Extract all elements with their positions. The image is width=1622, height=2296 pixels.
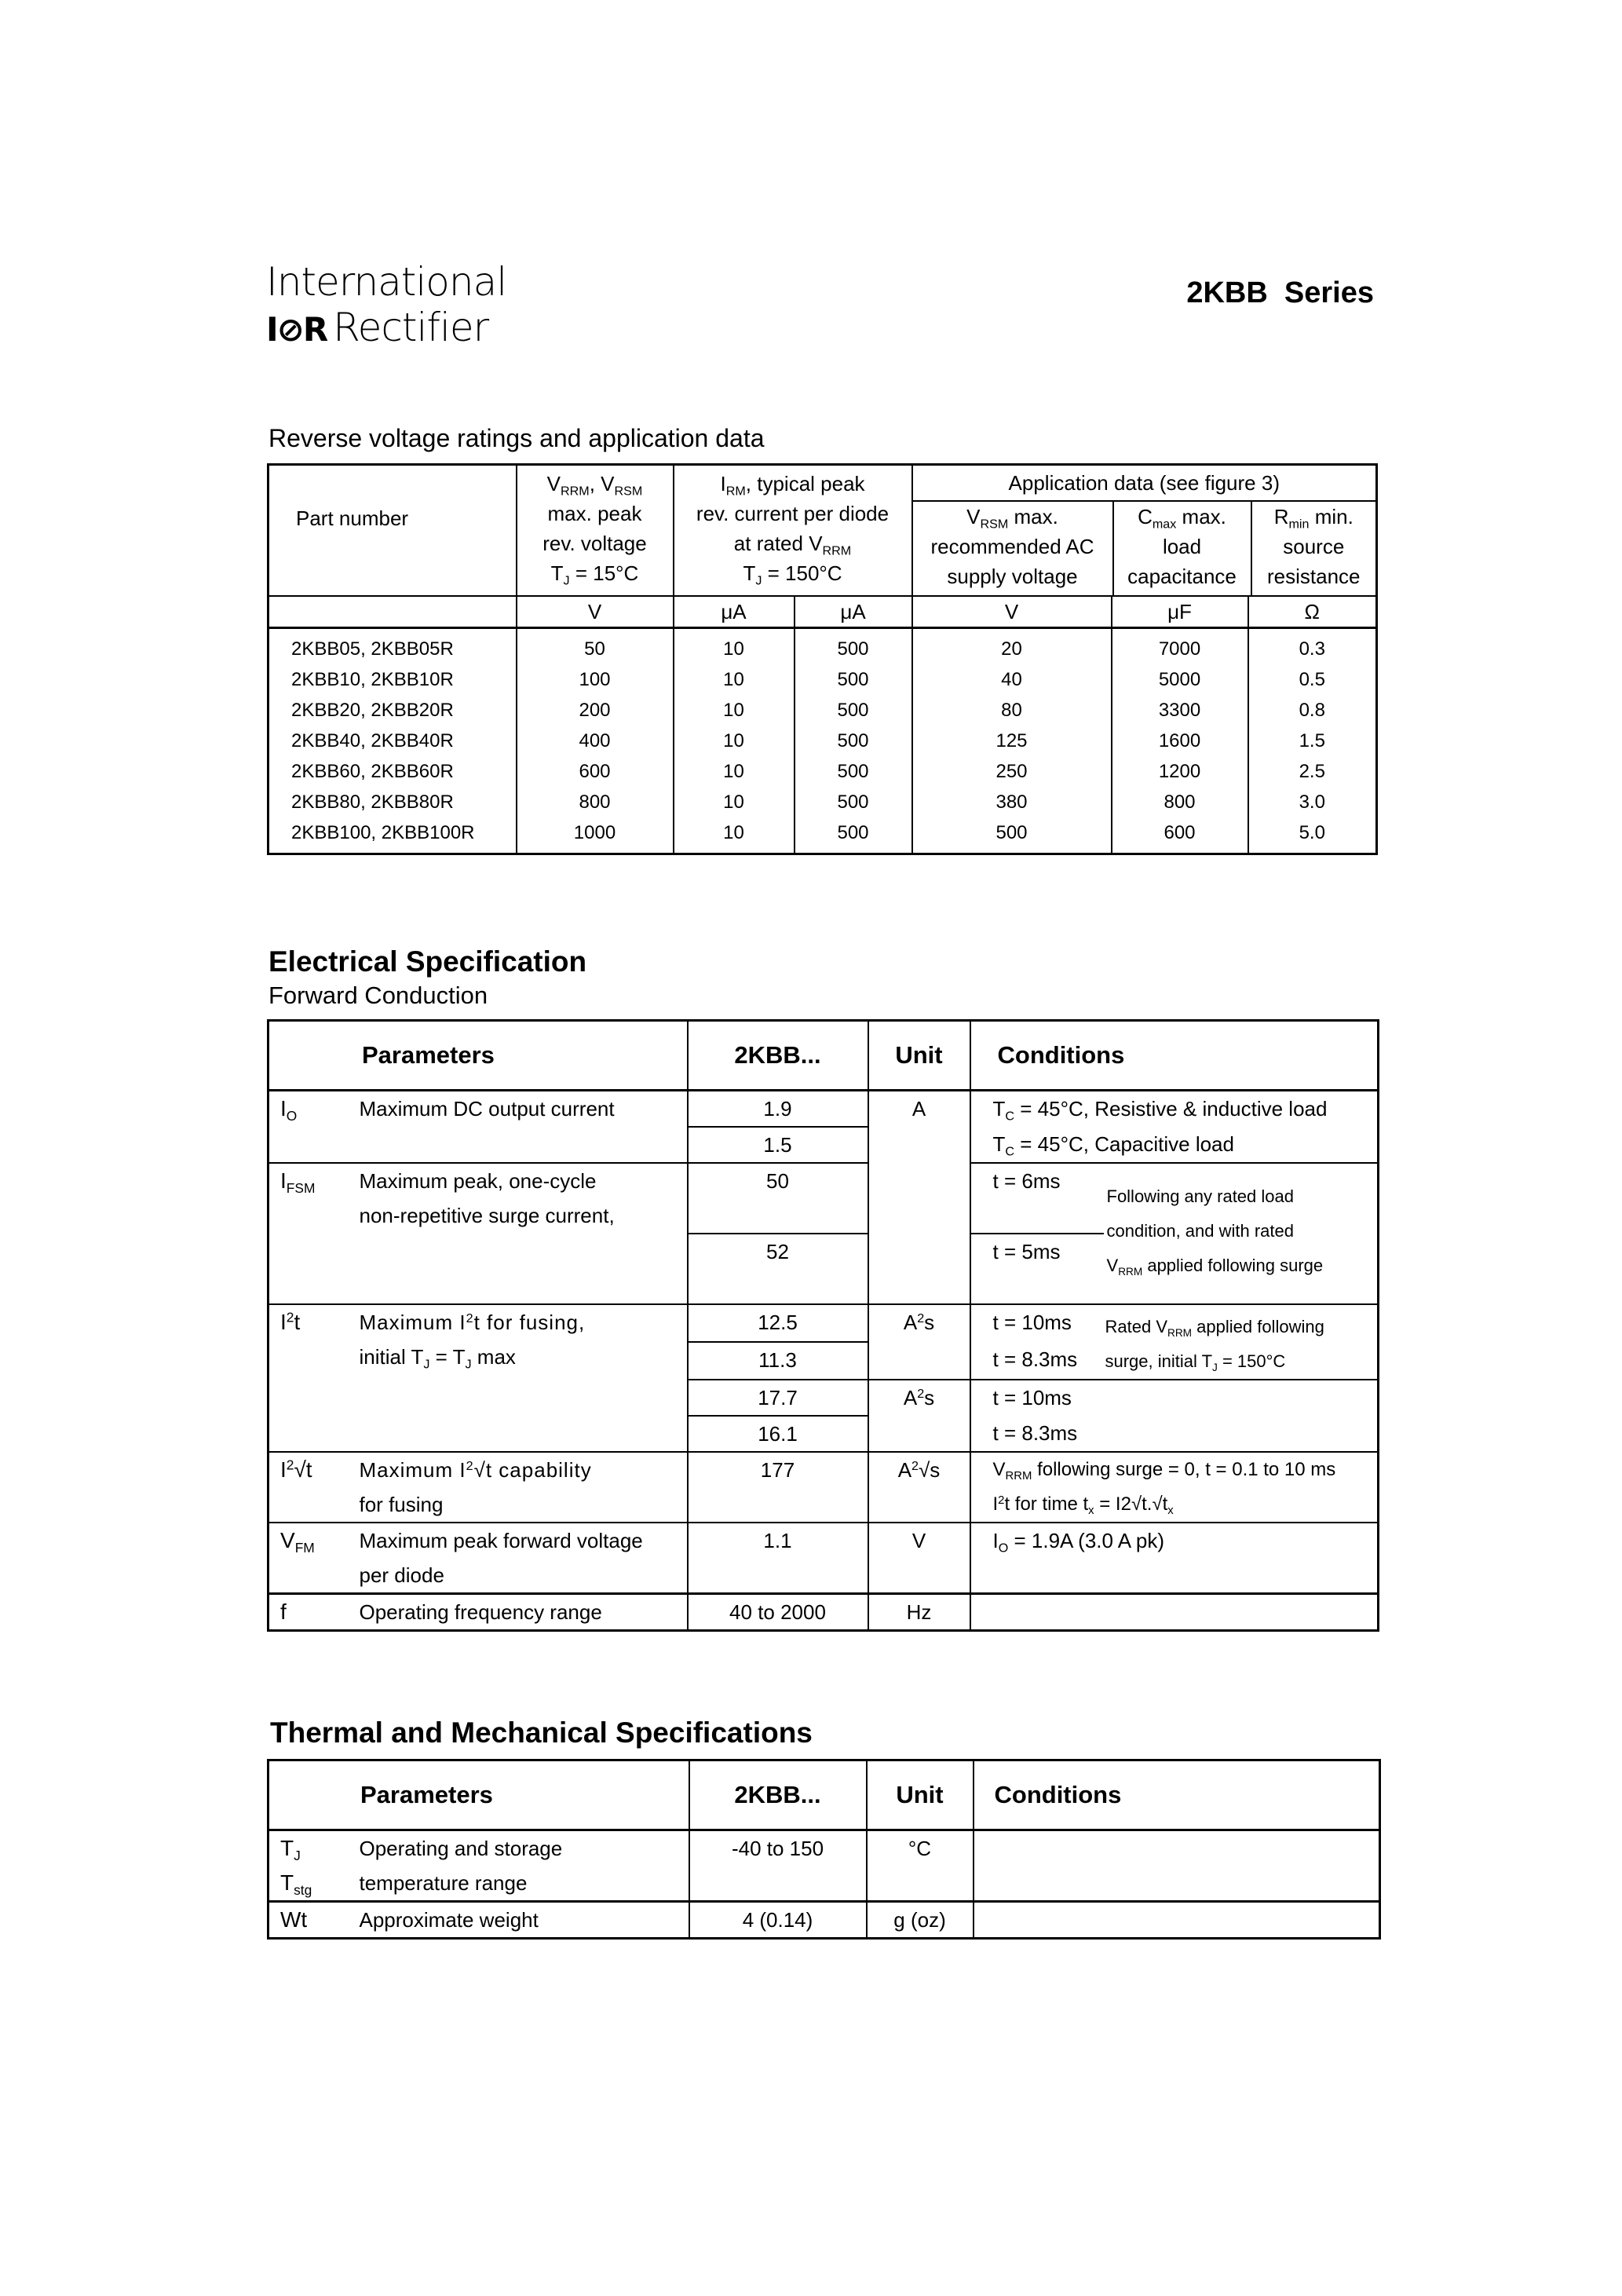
value-cell: 10 xyxy=(674,664,795,695)
value-f: 40 to 2000 xyxy=(688,1594,868,1631)
value-cell: 500 xyxy=(912,817,1112,854)
tj-t: T xyxy=(550,561,564,585)
table-row xyxy=(269,726,1377,756)
header-rmin: $R_{min}$ min. source resistance xyxy=(1251,502,1376,595)
irm-line2: rev. current per diode xyxy=(696,502,890,525)
thermal-title: Thermal and Mechanical Specifications xyxy=(270,1717,813,1749)
value-cell: 3300 xyxy=(1112,695,1248,726)
symbol-io: $I_O$ xyxy=(280,1096,298,1124)
electrical-spec-table xyxy=(267,1019,1379,1632)
unit-i2t-1: $A^2s$ xyxy=(868,1304,970,1380)
irm-tj-value: = 150°C xyxy=(762,561,842,585)
value-cell: 3.0 xyxy=(1248,787,1377,817)
irm-rated-sub: RRM xyxy=(822,543,852,558)
cond-ifsm-1: t = 6ms xyxy=(970,1163,1104,1234)
value-cell: 500 xyxy=(795,756,912,787)
value-i2rt: 177 xyxy=(688,1452,868,1523)
part-number-cell: 2KBB05, 2KBB05R xyxy=(291,638,454,660)
value-cell: 10 xyxy=(674,695,795,726)
irm-sub: RM xyxy=(725,484,746,499)
param-vfm: Maximum peak forward voltage per diode xyxy=(359,1529,643,1587)
table-row xyxy=(269,787,1377,817)
note-i2t: Rated $V_{RRM}$ applied following surge, initial $T_J = 150^\circ C$ xyxy=(1105,1317,1324,1373)
value-cell: 0.3 xyxy=(1248,628,1377,665)
part-number-cell: 2KBB10, 2KBB10R xyxy=(291,669,454,690)
symbol-ifsm: $I_{FSM}$ xyxy=(280,1168,316,1197)
note-ifsm: Following any rated load condition, and with rated $V_{RRM}$ applied following surge xyxy=(1104,1163,1379,1304)
symbol-i2t: $I^2t$ xyxy=(280,1309,301,1334)
value-cell: 250 xyxy=(912,756,1112,787)
part-number-cell: 2KBB60, 2KBB60R xyxy=(291,761,454,782)
symbol-wt: Wt xyxy=(280,1907,308,1932)
value-cell: 0.5 xyxy=(1248,664,1377,695)
unit-cell: Ω xyxy=(1248,596,1377,628)
value-cell: 500 xyxy=(795,664,912,695)
cond-i2t-2: t = 8.3ms xyxy=(970,1342,1104,1380)
value-cell: 80 xyxy=(912,695,1112,726)
value-cell: 7000 xyxy=(1112,628,1248,665)
logo-line-rectifier: Rectifier xyxy=(333,305,489,350)
cond-tj xyxy=(974,1830,1380,1902)
cond-io-2: $T_C = 45^\circ C$, Capacitive load xyxy=(970,1127,1379,1163)
unit-cell: μA xyxy=(674,596,795,628)
unit-tj: °C xyxy=(867,1830,974,1902)
vrrm-line3: rev. voltage xyxy=(542,532,647,555)
value-ifsm-2: 52 xyxy=(688,1234,868,1304)
value-io-2: 1.5 xyxy=(688,1127,868,1163)
value-cell: 100 xyxy=(517,664,674,695)
value-cell: 10 xyxy=(674,756,795,787)
thermal-header-conditions: Conditions xyxy=(974,1760,1380,1830)
vrrm-v: V xyxy=(546,472,561,495)
table1-caption: Reverse voltage ratings and application data xyxy=(269,424,765,452)
part-number-cell: 2KBB100, 2KBB100R xyxy=(291,822,475,843)
header-parameters: Parameters xyxy=(362,1041,495,1069)
header-vrrm xyxy=(517,465,674,597)
value-cell: 10 xyxy=(674,726,795,756)
symbol-vfm: $V_{FM}$ xyxy=(280,1528,315,1556)
cond-ifsm-2: t = 5ms xyxy=(970,1234,1104,1304)
value-vfm: 1.1 xyxy=(688,1523,868,1594)
cond-i2t-4: t = 8.3ms xyxy=(970,1416,1379,1452)
header-2kbb: 2KBB... xyxy=(688,1021,868,1091)
value-cell: 40 xyxy=(912,664,1112,695)
thermal-spec-table xyxy=(267,1759,1381,1940)
value-cell: 500 xyxy=(795,628,912,665)
param-io: Maximum DC output current xyxy=(359,1097,615,1121)
value-ifsm-1: 50 xyxy=(688,1163,868,1234)
irm-line1: , typical peak xyxy=(745,472,865,495)
part-number-cell: 2KBB20, 2KBB20R xyxy=(291,700,454,721)
value-cell: 800 xyxy=(1112,787,1248,817)
param-wt: Approximate weight xyxy=(359,1908,539,1932)
value-cell: 500 xyxy=(795,695,912,726)
param-f: Operating frequency range xyxy=(359,1600,602,1624)
header-conditions: Conditions xyxy=(970,1021,1379,1091)
value-cell: 1.5 xyxy=(1248,726,1377,756)
value-cell: 0.8 xyxy=(1248,695,1377,726)
vrrm-line2: max. peak xyxy=(547,502,642,525)
value-cell: 380 xyxy=(912,787,1112,817)
value-i2t-2: 11.3 xyxy=(688,1342,868,1380)
thermal-header-2kbb: 2KBB... xyxy=(689,1760,867,1830)
part-number-cell: 2KBB80, 2KBB80R xyxy=(291,792,454,813)
symbol-i2rt: $I^2√t$ xyxy=(280,1457,312,1482)
logo xyxy=(266,305,488,350)
value-cell: 50 xyxy=(517,628,674,665)
value-cell: 2.5 xyxy=(1248,756,1377,787)
value-cell: 400 xyxy=(517,726,674,756)
header-irm xyxy=(674,465,912,597)
cond-i2rt: $V_{RRM}$ following surge = 0, t = 0.1 to 10 ms $I^2t$ for time $t_x = I2√t.√t_x$ xyxy=(970,1452,1379,1523)
value-i2t-3: 17.7 xyxy=(688,1380,868,1416)
param-i2rt: Maximum $I^2√t$ capability for fusing xyxy=(359,1458,592,1516)
logo-line-international: International xyxy=(266,259,507,305)
unit-f: Hz xyxy=(868,1594,970,1631)
header-application xyxy=(912,465,1377,597)
electrical-subtitle: Forward Conduction xyxy=(269,982,488,1009)
table-row xyxy=(269,756,1377,787)
unit-cell: μF xyxy=(1112,596,1248,628)
unit-cell: μA xyxy=(795,596,912,628)
symbol-tj-tstg: $T_J$ $T_{stg}$ xyxy=(280,1836,312,1899)
ior-logo-mark: I⊘R xyxy=(266,310,327,349)
vrrm-sub: RRM xyxy=(561,484,590,499)
table-row xyxy=(269,817,1377,854)
value-tj: -40 to 150 xyxy=(689,1830,867,1902)
value-cell: 1000 xyxy=(517,817,674,854)
unit-cell: V xyxy=(517,596,674,628)
value-cell: 1200 xyxy=(1112,756,1248,787)
app-title: Application data (see figure 3) xyxy=(913,466,1376,502)
value-cell: 800 xyxy=(517,787,674,817)
irm-rated: at rated V xyxy=(733,532,823,555)
value-cell: 600 xyxy=(1112,817,1248,854)
header-cmax: $C_{max}$ max. load capacitance xyxy=(1112,502,1251,595)
value-cell: 125 xyxy=(912,726,1112,756)
cond-wt xyxy=(974,1902,1380,1939)
unit-vfm: V xyxy=(868,1523,970,1594)
vrsm-v: , V xyxy=(589,472,615,495)
value-cell: 200 xyxy=(517,695,674,726)
table-row xyxy=(269,664,1377,695)
unit-cell: V xyxy=(912,596,1112,628)
value-cell: 500 xyxy=(795,726,912,756)
reverse-voltage-table xyxy=(267,463,1378,855)
irm-tj-sub: J xyxy=(755,573,762,588)
cond-i2t-3: t = 10ms xyxy=(970,1380,1379,1416)
value-cell: 500 xyxy=(795,787,912,817)
header-vrsm: $V_{RSM}$ max. recommended AC supply voltage xyxy=(930,505,1094,588)
value-cell: 1600 xyxy=(1112,726,1248,756)
cond-vfm: $I_O = 1.9A$ (3.0 A pk) xyxy=(970,1523,1379,1594)
unit-wt: g (oz) xyxy=(867,1902,974,1939)
table-row xyxy=(269,628,1377,665)
unit-blank xyxy=(269,596,517,628)
unit-i2t-2: $A^2s$ xyxy=(868,1380,970,1452)
value-cell: 10 xyxy=(674,628,795,665)
header-part-number: Part number xyxy=(269,465,517,597)
symbol-f: f xyxy=(280,1600,287,1624)
value-i2t-4: 16.1 xyxy=(688,1416,868,1452)
value-cell: 20 xyxy=(912,628,1112,665)
value-cell: 500 xyxy=(795,817,912,854)
value-cell: 10 xyxy=(674,817,795,854)
value-cell: 5.0 xyxy=(1248,817,1377,854)
thermal-header-unit: Unit xyxy=(867,1760,974,1830)
unit-i2rt: $A^2√s$ xyxy=(868,1452,970,1523)
value-cell: 600 xyxy=(517,756,674,787)
irm-i: I xyxy=(720,472,726,495)
param-tj: Operating and storage temperature range xyxy=(359,1837,563,1895)
value-cell: 5000 xyxy=(1112,664,1248,695)
value-io-1: 1.9 xyxy=(688,1091,868,1128)
value-wt: 4 (0.14) xyxy=(689,1902,867,1939)
param-ifsm: Maximum peak, one-cycle non-repetitive surge current, xyxy=(359,1169,615,1227)
tj-sub: J xyxy=(563,573,570,588)
table-row xyxy=(269,695,1377,726)
thermal-header-parameters: Parameters xyxy=(360,1781,493,1808)
series-title: 2KBB Series xyxy=(1186,276,1374,309)
tj-value: = 15°C xyxy=(569,561,639,585)
vrsm-sub: RSM xyxy=(614,484,643,499)
irm-tj-t: T xyxy=(743,561,756,585)
value-cell: 10 xyxy=(674,787,795,817)
param-i2t: Maximum $I^2t$ for fusing, initial $T_J = T_J$ max xyxy=(359,1311,586,1372)
cond-f xyxy=(970,1594,1379,1631)
part-number-cell: 2KBB40, 2KBB40R xyxy=(291,730,454,751)
cond-i2t-1: t = 10ms xyxy=(970,1304,1104,1342)
cond-io-1: $T_C = 45^\circ C$, Resistive & inductive load xyxy=(970,1091,1379,1128)
electrical-title: Electrical Specification xyxy=(269,945,587,978)
header-unit: Unit xyxy=(868,1021,970,1091)
value-i2t-1: 12.5 xyxy=(688,1304,868,1342)
unit-io: A xyxy=(868,1091,970,1305)
